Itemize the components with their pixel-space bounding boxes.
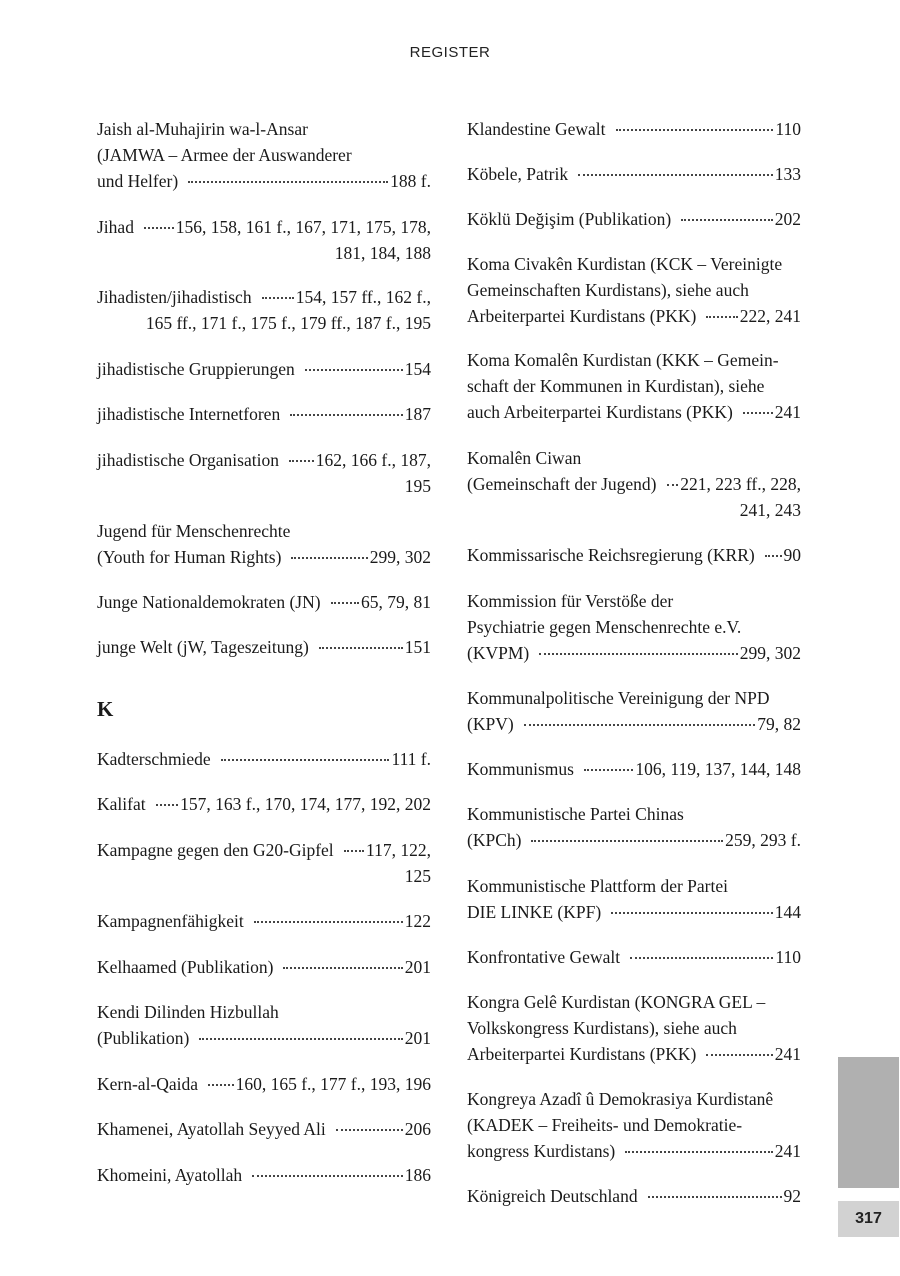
entry-last-line: [467, 1138, 801, 1164]
entry-term-text: junge Welt (jW, Tageszeitung): [97, 637, 309, 657]
page-number: 317: [838, 1201, 899, 1237]
entry-term-text: Köklü Değişim (Publikation): [467, 209, 672, 229]
page-references-continued: 241, 243: [739, 500, 801, 520]
page-references: 186: [404, 1165, 431, 1185]
entry-term-text: Kommissarische Reichsregierung (KRR): [467, 545, 755, 565]
dot-leader: [291, 557, 367, 559]
entry-term-line: Volkskongress Kurdistans), siehe auch: [467, 1018, 737, 1038]
page-references: 154: [404, 359, 431, 379]
entry-term-line: Koma Komalên Kurdistan (KKK – Gemein-: [467, 350, 779, 370]
index-entry: [97, 791, 431, 817]
thumb-index-tab: [838, 1057, 899, 1188]
page-references: 221, 223 ff., 228,: [680, 474, 801, 494]
page-references: 259, 293 f.: [725, 830, 801, 850]
page-references: 133: [774, 164, 801, 184]
dot-leader: [584, 769, 633, 771]
dot-leader: [706, 316, 737, 318]
dot-leader: [262, 297, 294, 299]
entry-term-line: Kongra Gelê Kurdistan (KONGRA GEL –: [467, 992, 766, 1012]
entry-last-line: [97, 634, 431, 660]
entry-term-line: (KADEK – Freiheits- und Demokratie-: [467, 1115, 743, 1135]
entry-last-line: [97, 168, 431, 194]
index-entry: [97, 999, 431, 1051]
index-entry: [467, 542, 801, 568]
entry-last-line: [97, 589, 431, 615]
dot-leader: [611, 912, 773, 914]
dot-leader: [283, 967, 402, 969]
dot-leader: [616, 129, 774, 131]
entry-last-line: [97, 954, 431, 980]
page-references-continued: 125: [404, 866, 431, 886]
entry-term-text: Arbeiterpartei Kurdistans (PKK): [467, 306, 697, 326]
dot-leader: [765, 555, 782, 557]
entry-last-line: [467, 399, 801, 425]
page-references: 79, 82: [757, 714, 801, 734]
dot-leader: [578, 174, 773, 176]
entry-term-text: Khomeini, Ayatollah: [97, 1165, 243, 1185]
index-entry: [97, 401, 431, 427]
entry-last-line: [467, 756, 801, 782]
entry-last-line: [97, 1116, 431, 1142]
entry-last-line: [97, 1025, 431, 1051]
dot-leader: [290, 414, 403, 416]
page-references: 187: [404, 404, 431, 424]
entry-last-line: [467, 827, 801, 853]
entry-term-text: jihadistische Organisation: [97, 450, 279, 470]
entry-term-line: schaft der Kommunen in Kurdistan), siehe: [467, 376, 765, 396]
page-references: 241: [774, 1141, 801, 1161]
entry-term-text: Klandestine Gewalt: [467, 119, 606, 139]
entry-term-text: auch Arbeiterpartei Kurdistans (PKK): [467, 402, 733, 422]
page-references: 162, 166 f., 187,: [315, 450, 431, 470]
index-entry: [467, 1183, 801, 1209]
index-entry: [467, 685, 801, 737]
entry-term-text: Kelhaamed (Publikation): [97, 957, 274, 977]
index-entry: [97, 447, 431, 499]
entry-term-text: Köbele, Patrik: [467, 164, 569, 184]
entry-last-line: [467, 471, 801, 497]
page-references: 154, 157 ff., 162 f.,: [295, 287, 431, 307]
index-entry: [97, 1162, 431, 1188]
page-references: 144: [774, 902, 801, 922]
page-references: 160, 165 f., 177 f., 193, 196: [235, 1074, 431, 1094]
page-references: 92: [783, 1186, 801, 1206]
entry-term-line: Psychiatrie gegen Menschenrechte e.V.: [467, 617, 742, 637]
index-entry: [97, 589, 431, 615]
entry-last-line: [467, 303, 801, 329]
index-entry: [97, 1116, 431, 1142]
entry-last-line: [97, 284, 431, 310]
page-references: 65, 79, 81: [361, 592, 431, 612]
index-entry: [97, 1071, 431, 1097]
index-entry: [467, 251, 801, 329]
index-entry: [97, 837, 431, 889]
entry-last-line: [97, 447, 431, 473]
entry-term-line: Jaish al-Muhajirin wa-l-Ansar: [97, 119, 308, 139]
entry-last-line: [467, 899, 801, 925]
entry-term-line: Kendi Dilinden Hizbullah: [97, 1002, 279, 1022]
page-references: 90: [783, 545, 801, 565]
entry-term-text: DIE LINKE (KPF): [467, 902, 602, 922]
entry-term-line: Kommunistische Plattform der Partei: [467, 876, 728, 896]
index-entry: [467, 161, 801, 187]
dot-leader: [667, 484, 679, 486]
entry-last-line: [97, 791, 431, 817]
index-entry: [467, 206, 801, 232]
page-references-continued: 195: [404, 476, 431, 496]
page-references: 122: [404, 911, 431, 931]
entry-term-text: Jihadisten/jihadistisch: [97, 287, 252, 307]
page-references: 110: [775, 119, 801, 139]
dot-leader: [254, 921, 403, 923]
index-entry: [97, 746, 431, 772]
dot-leader: [524, 724, 756, 726]
entry-term-text: Kadterschmiede: [97, 749, 211, 769]
entry-last-line: [467, 640, 801, 666]
dot-leader: [706, 1054, 772, 1056]
page-references: 188 f.: [390, 171, 431, 191]
dot-leader: [188, 181, 388, 183]
page-references: 241: [774, 1044, 801, 1064]
dot-leader: [630, 957, 773, 959]
entry-term-line: Kommunistische Partei Chinas: [467, 804, 684, 824]
dot-leader: [531, 840, 723, 842]
entry-last-line: [97, 746, 431, 772]
entry-term-text: Konfrontative Gewalt: [467, 947, 621, 967]
entry-term-text: Arbeiterpartei Kurdistans (PKK): [467, 1044, 697, 1064]
dot-leader: [144, 227, 174, 229]
entry-last-line: [97, 544, 431, 570]
dot-leader: [156, 804, 179, 806]
page-references: 111 f.: [391, 749, 431, 769]
entry-last-line: [97, 356, 431, 382]
section-letter-heading: K: [97, 697, 114, 721]
entry-last-line: [97, 908, 431, 934]
entry-term-text: (Publikation): [97, 1028, 190, 1048]
entry-last-line: [467, 116, 801, 142]
page-references: 222, 241: [739, 306, 801, 326]
index-entry: [97, 908, 431, 934]
entry-term-text: (KVPM): [467, 643, 530, 663]
entry-last-line: [97, 214, 431, 240]
dot-leader: [319, 647, 403, 649]
index-entry: [467, 873, 801, 925]
index-entry: [97, 116, 431, 194]
index-entry: [467, 944, 801, 970]
index-entry: [97, 518, 431, 570]
page-references: 106, 119, 137, 144, 148: [635, 759, 801, 779]
page-references: 151: [404, 637, 431, 657]
index-entry: [467, 1086, 801, 1164]
entry-term-text: Kommunismus: [467, 759, 574, 779]
entry-last-line: [467, 542, 801, 568]
page-references: 201: [404, 1028, 431, 1048]
entry-term-text: Junge Nationaldemokraten (JN): [97, 592, 321, 612]
entry-term-text: Kampagnenfähigkeit: [97, 911, 244, 931]
entry-term-text: (Youth for Human Rights): [97, 547, 282, 567]
page-references: 202: [774, 209, 801, 229]
entry-last-line: [467, 944, 801, 970]
entry-term-text: Kern-al-Qaida: [97, 1074, 199, 1094]
entry-term-line: (JAMWA – Armee der Auswanderer: [97, 145, 352, 165]
page-references-continued: 181, 184, 188: [334, 243, 431, 263]
index-entry: [467, 116, 801, 142]
entry-term-line: Komalên Ciwan: [467, 448, 582, 468]
entry-term-text: jihadistische Internetforen: [97, 404, 281, 424]
page-references: 201: [404, 957, 431, 977]
entry-last-line: [97, 1071, 431, 1097]
index-entry: [467, 445, 801, 523]
index-entry: [467, 989, 801, 1067]
index-entry: [97, 284, 431, 336]
entry-term-line: Koma Civakên Kurdistan (KCK – Vereinigte: [467, 254, 783, 274]
entry-last-line: [467, 161, 801, 187]
dot-leader: [743, 412, 773, 414]
dot-leader: [199, 1038, 402, 1040]
index-entry: [467, 588, 801, 666]
dot-leader: [336, 1129, 403, 1131]
index-entry: [467, 756, 801, 782]
entry-term-text: Kalifat: [97, 794, 146, 814]
entry-term-text: jihadistische Gruppierungen: [97, 359, 295, 379]
entry-term-text: Khamenei, Ayatollah Seyyed Ali: [97, 1119, 326, 1139]
page-references: 241: [774, 402, 801, 422]
entry-term-text: (KPV): [467, 714, 514, 734]
entry-term-text: (Gemeinschaft der Jugend): [467, 474, 657, 494]
entry-last-line: [467, 1041, 801, 1067]
entry-term-line: Jugend für Menschenrechte: [97, 521, 291, 541]
dot-leader: [221, 759, 390, 761]
dot-leader: [625, 1151, 773, 1153]
dot-leader: [539, 653, 738, 655]
entry-term-text: und Helfer): [97, 171, 179, 191]
page-references: 299, 302: [739, 643, 801, 663]
dot-leader: [252, 1175, 403, 1177]
index-entry: [97, 634, 431, 660]
dot-leader: [289, 460, 314, 462]
dot-leader: [648, 1196, 782, 1198]
entry-term-text: Kampagne gegen den G20-Gipfel: [97, 840, 334, 860]
entry-term-text: Königreich Deutschland: [467, 1186, 638, 1206]
entry-term-line: Kongreya Azadî û Demokrasiya Kurdistanê: [467, 1089, 774, 1109]
index-entry: [467, 347, 801, 425]
entry-term-line: Kommunalpolitische Vereinigung der NPD: [467, 688, 770, 708]
entry-last-line: [467, 206, 801, 232]
entry-last-line: [467, 1183, 801, 1209]
dot-leader: [305, 369, 403, 371]
index-entry: [467, 801, 801, 853]
page-references: 299, 302: [369, 547, 431, 567]
entry-last-line: [467, 711, 801, 737]
entry-term-text: kongress Kurdistans): [467, 1141, 616, 1161]
dot-leader: [208, 1084, 234, 1086]
entry-term-line: Gemeinschaften Kurdistans), siehe auch: [467, 280, 749, 300]
dot-leader: [681, 219, 773, 221]
index-entry: [97, 356, 431, 382]
page-references: 117, 122,: [366, 840, 431, 860]
entry-term-text: (KPCh): [467, 830, 522, 850]
entry-last-line: [97, 837, 431, 863]
index-entry: [97, 214, 431, 266]
entry-term-line: Kommission für Verstöße der: [467, 591, 674, 611]
dot-leader: [331, 602, 359, 604]
page-references: 156, 158, 161 f., 167, 171, 175, 178,: [175, 217, 431, 237]
page-references: 206: [404, 1119, 431, 1139]
entry-last-line: [97, 401, 431, 427]
page-references: 110: [775, 947, 801, 967]
dot-leader: [344, 850, 364, 852]
running-header: REGISTER: [409, 44, 491, 61]
page-references-continued: 165 ff., 171 f., 175 f., 179 ff., 187 f., 195: [145, 313, 431, 333]
page-references: 157, 163 f., 170, 174, 177, 192, 202: [180, 794, 431, 814]
entry-term-text: Jihad: [97, 217, 134, 237]
entry-last-line: [97, 1162, 431, 1188]
index-entry: [97, 954, 431, 980]
